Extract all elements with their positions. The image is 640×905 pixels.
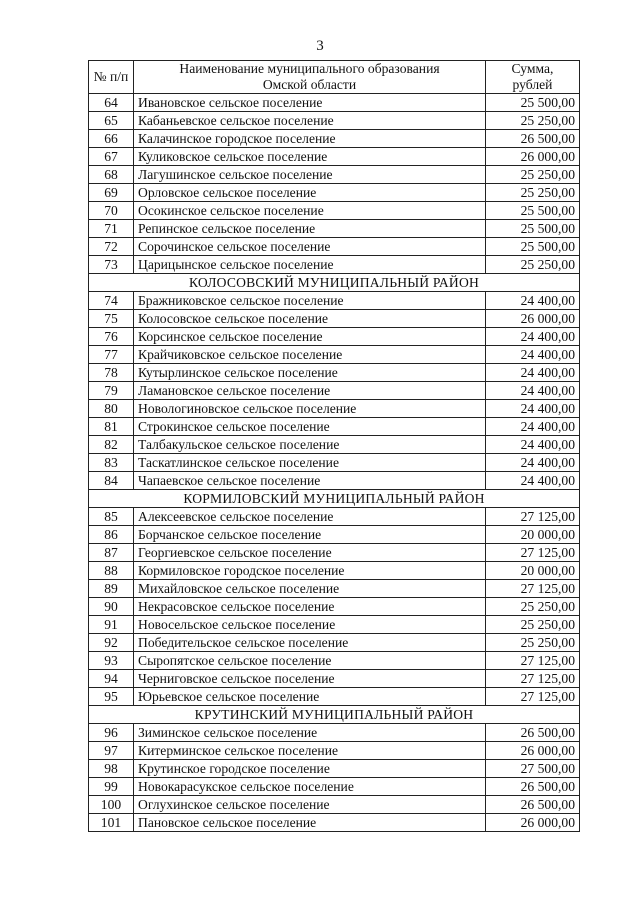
municipality-name: Кабаньевское сельское поселение xyxy=(134,112,486,130)
municipality-name: Алексеевское сельское поселение xyxy=(134,508,486,526)
amount: 24 400,00 xyxy=(486,364,580,382)
amount: 25 500,00 xyxy=(486,238,580,256)
municipality-name: Бражниковское сельское поселение xyxy=(134,292,486,310)
row-number: 64 xyxy=(89,94,134,112)
section-title: КРУТИНСКИЙ МУНИЦИПАЛЬНЫЙ РАЙОН xyxy=(89,706,580,724)
table-row xyxy=(89,616,580,634)
municipality-name: Талбакульское сельское поселение xyxy=(134,436,486,454)
table-row xyxy=(89,652,580,670)
amount: 24 400,00 xyxy=(486,382,580,400)
header-number: № п/п xyxy=(89,61,134,94)
table-row xyxy=(89,292,580,310)
amount: 25 500,00 xyxy=(486,202,580,220)
header-name xyxy=(134,61,486,94)
amount: 25 250,00 xyxy=(486,634,580,652)
table-row xyxy=(89,634,580,652)
row-number: 78 xyxy=(89,364,134,382)
row-number: 74 xyxy=(89,292,134,310)
row-number: 85 xyxy=(89,508,134,526)
amount: 24 400,00 xyxy=(486,292,580,310)
header-name-line2: Омской области xyxy=(262,77,357,92)
row-number: 87 xyxy=(89,544,134,562)
table-row xyxy=(89,580,580,598)
table-row xyxy=(89,382,580,400)
municipality-name: Кормиловское городское поселение xyxy=(134,562,486,580)
municipality-name: Крайчиковское сельское поселение xyxy=(134,346,486,364)
row-number: 77 xyxy=(89,346,134,364)
table-row xyxy=(89,238,580,256)
row-number: 65 xyxy=(89,112,134,130)
row-number: 83 xyxy=(89,454,134,472)
table-row xyxy=(89,346,580,364)
municipality-name: Таскатлинское сельское поселение xyxy=(134,454,486,472)
amount: 26 000,00 xyxy=(486,742,580,760)
municipality-name: Победительское сельское поселение xyxy=(134,634,486,652)
page-number: 3 xyxy=(316,38,324,54)
amount: 20 000,00 xyxy=(486,562,580,580)
municipal-funding-table xyxy=(88,60,580,832)
row-number: 76 xyxy=(89,328,134,346)
municipality-name: Корсинское сельское поселение xyxy=(134,328,486,346)
row-number: 92 xyxy=(89,634,134,652)
amount: 27 125,00 xyxy=(486,670,580,688)
amount: 26 500,00 xyxy=(486,778,580,796)
amount: 27 125,00 xyxy=(486,544,580,562)
row-number: 100 xyxy=(89,796,134,814)
amount: 25 250,00 xyxy=(486,598,580,616)
header-sum xyxy=(486,61,580,94)
row-number: 84 xyxy=(89,472,134,490)
table-header-row xyxy=(89,61,580,94)
table-row xyxy=(89,220,580,238)
table-row xyxy=(89,598,580,616)
row-number: 73 xyxy=(89,256,134,274)
table-row xyxy=(89,166,580,184)
municipality-name: Царицынское сельское поселение xyxy=(134,256,486,274)
section-header-row xyxy=(89,706,580,724)
row-number: 97 xyxy=(89,742,134,760)
amount: 27 125,00 xyxy=(486,580,580,598)
table-row xyxy=(89,562,580,580)
row-number: 80 xyxy=(89,400,134,418)
table-body xyxy=(89,94,580,832)
amount: 25 250,00 xyxy=(486,112,580,130)
municipality-name: Лагушинское сельское поселение xyxy=(134,166,486,184)
table-row xyxy=(89,508,580,526)
municipality-name: Кутырлинское сельское поселение xyxy=(134,364,486,382)
amount: 24 400,00 xyxy=(486,472,580,490)
row-number: 82 xyxy=(89,436,134,454)
table-row xyxy=(89,148,580,166)
municipality-name: Некрасовское сельское поселение xyxy=(134,598,486,616)
amount: 24 400,00 xyxy=(486,436,580,454)
municipality-name: Куликовское сельское поселение xyxy=(134,148,486,166)
municipality-name: Георгиевское сельское поселение xyxy=(134,544,486,562)
amount: 27 125,00 xyxy=(486,652,580,670)
table-row xyxy=(89,472,580,490)
section-title: КОРМИЛОВСКИЙ МУНИЦИПАЛЬНЫЙ РАЙОН xyxy=(89,490,580,508)
table-row xyxy=(89,310,580,328)
municipality-name: Ламановское сельское поселение xyxy=(134,382,486,400)
row-number: 89 xyxy=(89,580,134,598)
table-row xyxy=(89,94,580,112)
table-row xyxy=(89,670,580,688)
municipality-name: Михайловское сельское поселение xyxy=(134,580,486,598)
amount: 26 500,00 xyxy=(486,130,580,148)
table-row xyxy=(89,328,580,346)
amount: 27 125,00 xyxy=(486,688,580,706)
amount: 24 400,00 xyxy=(486,418,580,436)
amount: 25 250,00 xyxy=(486,616,580,634)
amount: 24 400,00 xyxy=(486,454,580,472)
row-number: 91 xyxy=(89,616,134,634)
table-row xyxy=(89,364,580,382)
table-row xyxy=(89,400,580,418)
table-row xyxy=(89,418,580,436)
table-row xyxy=(89,112,580,130)
table-row xyxy=(89,454,580,472)
amount: 26 000,00 xyxy=(486,814,580,832)
table-row xyxy=(89,184,580,202)
row-number: 70 xyxy=(89,202,134,220)
municipality-name: Репинское сельское поселение xyxy=(134,220,486,238)
row-number: 67 xyxy=(89,148,134,166)
row-number: 71 xyxy=(89,220,134,238)
row-number: 99 xyxy=(89,778,134,796)
municipality-name: Пановское сельское поселение xyxy=(134,814,486,832)
row-number: 66 xyxy=(89,130,134,148)
amount: 27 500,00 xyxy=(486,760,580,778)
table-row xyxy=(89,256,580,274)
municipality-name: Калачинское городское поселение xyxy=(134,130,486,148)
row-number: 95 xyxy=(89,688,134,706)
municipality-name: Сыропятское сельское поселение xyxy=(134,652,486,670)
table-row xyxy=(89,688,580,706)
row-number: 93 xyxy=(89,652,134,670)
row-number: 88 xyxy=(89,562,134,580)
row-number: 86 xyxy=(89,526,134,544)
table-row xyxy=(89,130,580,148)
amount: 25 250,00 xyxy=(486,166,580,184)
amount: 27 125,00 xyxy=(486,508,580,526)
row-number: 72 xyxy=(89,238,134,256)
amount: 25 250,00 xyxy=(486,184,580,202)
municipality-name: Черниговское сельское поселение xyxy=(134,670,486,688)
table-row xyxy=(89,436,580,454)
header-name-line1: Наименование муниципального образования xyxy=(179,61,440,76)
table-row xyxy=(89,544,580,562)
amount: 26 000,00 xyxy=(486,310,580,328)
section-header-row xyxy=(89,490,580,508)
municipality-name: Орловское сельское поселение xyxy=(134,184,486,202)
table-row xyxy=(89,724,580,742)
municipality-name: Новологиновское сельское поселение xyxy=(134,400,486,418)
row-number: 75 xyxy=(89,310,134,328)
section-title: КОЛОСОВСКИЙ МУНИЦИПАЛЬНЫЙ РАЙОН xyxy=(89,274,580,292)
amount: 25 500,00 xyxy=(486,220,580,238)
amount: 26 500,00 xyxy=(486,796,580,814)
row-number: 81 xyxy=(89,418,134,436)
municipality-name: Китерминское сельское поселение xyxy=(134,742,486,760)
table-row xyxy=(89,202,580,220)
row-number: 98 xyxy=(89,760,134,778)
municipality-name: Строкинское сельское поселение xyxy=(134,418,486,436)
row-number: 79 xyxy=(89,382,134,400)
row-number: 101 xyxy=(89,814,134,832)
table-row xyxy=(89,526,580,544)
amount: 26 500,00 xyxy=(486,724,580,742)
table-row xyxy=(89,796,580,814)
municipality-name: Новокарасукское сельское поселение xyxy=(134,778,486,796)
amount: 25 250,00 xyxy=(486,256,580,274)
municipality-name: Оглухинское сельское поселение xyxy=(134,796,486,814)
table-row xyxy=(89,742,580,760)
municipality-name: Новосельское сельское поселение xyxy=(134,616,486,634)
header-sum-line1: Сумма, xyxy=(511,61,554,76)
row-number: 69 xyxy=(89,184,134,202)
header-sum-line2: рублей xyxy=(512,77,553,92)
amount: 26 000,00 xyxy=(486,148,580,166)
municipality-name: Зиминское сельское поселение xyxy=(134,724,486,742)
municipality-name: Колосовское сельское поселение xyxy=(134,310,486,328)
table-row xyxy=(89,814,580,832)
row-number: 90 xyxy=(89,598,134,616)
amount: 24 400,00 xyxy=(486,400,580,418)
municipality-name: Борчанское сельское поселение xyxy=(134,526,486,544)
municipality-name: Крутинское городское поселение xyxy=(134,760,486,778)
municipality-name: Осокинское сельское поселение xyxy=(134,202,486,220)
table-row xyxy=(89,778,580,796)
amount: 24 400,00 xyxy=(486,328,580,346)
row-number: 68 xyxy=(89,166,134,184)
municipality-name: Сорочинское сельское поселение xyxy=(134,238,486,256)
amount: 20 000,00 xyxy=(486,526,580,544)
municipality-name: Юрьевское сельское поселение xyxy=(134,688,486,706)
amount: 24 400,00 xyxy=(486,346,580,364)
table-row xyxy=(89,760,580,778)
amount: 25 500,00 xyxy=(486,94,580,112)
municipality-name: Чапаевское сельское поселение xyxy=(134,472,486,490)
section-header-row xyxy=(89,274,580,292)
municipality-name: Ивановское сельское поселение xyxy=(134,94,486,112)
row-number: 94 xyxy=(89,670,134,688)
row-number: 96 xyxy=(89,724,134,742)
